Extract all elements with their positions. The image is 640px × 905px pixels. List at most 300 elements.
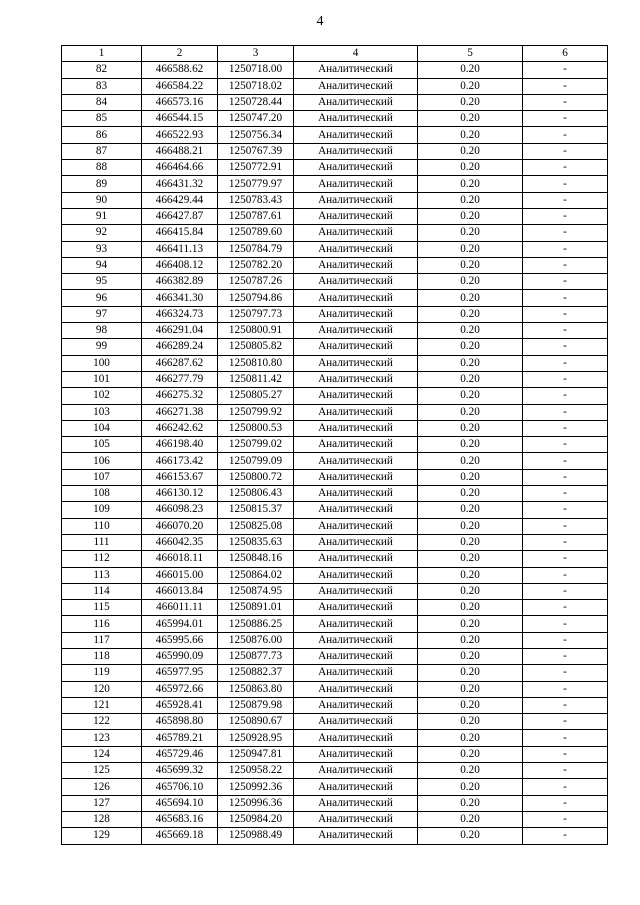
x-coordinate-cell: 466429.44 (142, 192, 218, 208)
point-number-cell: 110 (62, 518, 142, 534)
table-row (62, 94, 608, 110)
accuracy-cell: 0.20 (418, 388, 523, 404)
accuracy-cell: 0.20 (418, 160, 523, 176)
y-coordinate-cell: 1250779.97 (218, 176, 294, 192)
note-cell: - (523, 176, 608, 192)
x-coordinate-cell: 466584.22 (142, 78, 218, 94)
note-cell: - (523, 697, 608, 713)
point-number-cell: 105 (62, 437, 142, 453)
point-number-cell: 87 (62, 143, 142, 159)
method-cell: Аналитический (294, 371, 418, 387)
accuracy-cell: 0.20 (418, 730, 523, 746)
note-cell: - (523, 404, 608, 420)
table-row (62, 795, 608, 811)
note-cell: - (523, 257, 608, 273)
x-coordinate-cell: 466098.23 (142, 502, 218, 518)
point-number-cell: 95 (62, 274, 142, 290)
table-row (62, 241, 608, 257)
accuracy-cell: 0.20 (418, 632, 523, 648)
accuracy-cell: 0.20 (418, 453, 523, 469)
table-row (62, 420, 608, 436)
y-coordinate-cell: 1250799.02 (218, 437, 294, 453)
table-row (62, 567, 608, 583)
y-coordinate-cell: 1250747.20 (218, 111, 294, 127)
table-row (62, 697, 608, 713)
y-coordinate-cell: 1250794.86 (218, 290, 294, 306)
x-coordinate-cell: 466427.87 (142, 208, 218, 224)
accuracy-cell: 0.20 (418, 648, 523, 664)
method-cell: Аналитический (294, 697, 418, 713)
y-coordinate-cell: 1250718.02 (218, 78, 294, 94)
table-row (62, 469, 608, 485)
x-coordinate-cell: 465699.32 (142, 763, 218, 779)
y-coordinate-cell: 1250890.67 (218, 714, 294, 730)
y-coordinate-cell: 1250863.80 (218, 681, 294, 697)
accuracy-cell: 0.20 (418, 437, 523, 453)
x-coordinate-cell: 466291.04 (142, 323, 218, 339)
accuracy-cell: 0.20 (418, 518, 523, 534)
point-number-cell: 93 (62, 241, 142, 257)
table-row (62, 371, 608, 387)
note-cell: - (523, 388, 608, 404)
y-coordinate-cell: 1250864.02 (218, 567, 294, 583)
table-row (62, 160, 608, 176)
x-coordinate-cell: 466018.11 (142, 551, 218, 567)
x-coordinate-cell: 465972.66 (142, 681, 218, 697)
accuracy-cell: 0.20 (418, 176, 523, 192)
note-cell: - (523, 730, 608, 746)
accuracy-cell: 0.20 (418, 486, 523, 502)
point-number-cell: 98 (62, 323, 142, 339)
accuracy-cell: 0.20 (418, 583, 523, 599)
accuracy-cell: 0.20 (418, 746, 523, 762)
note-cell: - (523, 127, 608, 143)
note-cell: - (523, 681, 608, 697)
point-number-cell: 126 (62, 779, 142, 795)
note-cell: - (523, 551, 608, 567)
method-cell: Аналитический (294, 469, 418, 485)
header-row (62, 46, 608, 62)
note-cell: - (523, 160, 608, 176)
note-cell: - (523, 714, 608, 730)
y-coordinate-cell: 1250815.37 (218, 502, 294, 518)
y-coordinate-cell: 1250800.72 (218, 469, 294, 485)
x-coordinate-cell: 466431.32 (142, 176, 218, 192)
table-row (62, 763, 608, 779)
accuracy-cell: 0.20 (418, 94, 523, 110)
note-cell: - (523, 763, 608, 779)
x-coordinate-cell: 465706.10 (142, 779, 218, 795)
method-cell: Аналитический (294, 127, 418, 143)
table-row (62, 714, 608, 730)
x-coordinate-cell: 466573.16 (142, 94, 218, 110)
x-coordinate-cell: 466070.20 (142, 518, 218, 534)
note-cell: - (523, 111, 608, 127)
y-coordinate-cell: 1250787.26 (218, 274, 294, 290)
accuracy-cell: 0.20 (418, 62, 523, 78)
method-cell: Аналитический (294, 143, 418, 159)
note-cell: - (523, 420, 608, 436)
point-number-cell: 97 (62, 306, 142, 322)
point-number-cell: 111 (62, 534, 142, 550)
x-coordinate-cell: 466275.32 (142, 388, 218, 404)
method-cell: Аналитический (294, 176, 418, 192)
note-cell: - (523, 632, 608, 648)
method-cell: Аналитический (294, 323, 418, 339)
x-coordinate-cell: 466277.79 (142, 371, 218, 387)
method-cell: Аналитический (294, 551, 418, 567)
x-coordinate-cell: 466130.12 (142, 486, 218, 502)
point-number-cell: 106 (62, 453, 142, 469)
method-cell: Аналитический (294, 94, 418, 110)
point-number-cell: 124 (62, 746, 142, 762)
table-row (62, 551, 608, 567)
method-cell: Аналитический (294, 290, 418, 306)
point-number-cell: 92 (62, 225, 142, 241)
x-coordinate-cell: 465683.16 (142, 811, 218, 827)
coordinates-table (61, 45, 608, 845)
y-coordinate-cell: 1250799.92 (218, 404, 294, 420)
method-cell: Аналитический (294, 208, 418, 224)
x-coordinate-cell: 466173.42 (142, 453, 218, 469)
x-coordinate-cell: 465990.09 (142, 648, 218, 664)
y-coordinate-cell: 1250767.39 (218, 143, 294, 159)
note-cell: - (523, 78, 608, 94)
method-cell: Аналитический (294, 746, 418, 762)
note-cell: - (523, 225, 608, 241)
y-coordinate-cell: 1250810.80 (218, 355, 294, 371)
y-coordinate-cell: 1250877.73 (218, 648, 294, 664)
table-row (62, 486, 608, 502)
y-coordinate-cell: 1250992.36 (218, 779, 294, 795)
y-coordinate-cell: 1250799.09 (218, 453, 294, 469)
accuracy-cell: 0.20 (418, 274, 523, 290)
x-coordinate-cell: 466464.66 (142, 160, 218, 176)
table-row (62, 665, 608, 681)
method-cell: Аналитический (294, 486, 418, 502)
x-coordinate-cell: 466411.13 (142, 241, 218, 257)
point-number-cell: 120 (62, 681, 142, 697)
accuracy-cell: 0.20 (418, 143, 523, 159)
point-number-cell: 127 (62, 795, 142, 811)
x-coordinate-cell: 465898.80 (142, 714, 218, 730)
y-coordinate-cell: 1250789.60 (218, 225, 294, 241)
accuracy-cell: 0.20 (418, 811, 523, 827)
note-cell: - (523, 94, 608, 110)
y-coordinate-cell: 1250806.43 (218, 486, 294, 502)
table-body (62, 62, 608, 844)
x-coordinate-cell: 466544.15 (142, 111, 218, 127)
table-row (62, 583, 608, 599)
note-cell: - (523, 616, 608, 632)
x-coordinate-cell: 466011.11 (142, 600, 218, 616)
table-row (62, 306, 608, 322)
table-row (62, 257, 608, 273)
accuracy-cell: 0.20 (418, 208, 523, 224)
x-coordinate-cell: 466287.62 (142, 355, 218, 371)
table-row (62, 274, 608, 290)
x-coordinate-cell: 466013.84 (142, 583, 218, 599)
x-coordinate-cell: 466153.67 (142, 469, 218, 485)
accuracy-cell: 0.20 (418, 420, 523, 436)
point-number-cell: 115 (62, 600, 142, 616)
y-coordinate-cell: 1250800.91 (218, 323, 294, 339)
point-number-cell: 104 (62, 420, 142, 436)
point-number-cell: 107 (62, 469, 142, 485)
point-number-cell: 91 (62, 208, 142, 224)
method-cell: Аналитический (294, 811, 418, 827)
page-number: 4 (316, 14, 324, 29)
column-header-1: 1 (62, 46, 142, 62)
table-row (62, 518, 608, 534)
point-number-cell: 83 (62, 78, 142, 94)
note-cell: - (523, 746, 608, 762)
accuracy-cell: 0.20 (418, 714, 523, 730)
table-row (62, 323, 608, 339)
point-number-cell: 82 (62, 62, 142, 78)
table-row (62, 290, 608, 306)
accuracy-cell: 0.20 (418, 828, 523, 844)
accuracy-cell: 0.20 (418, 127, 523, 143)
method-cell: Аналитический (294, 257, 418, 273)
method-cell: Аналитический (294, 567, 418, 583)
table-row (62, 111, 608, 127)
accuracy-cell: 0.20 (418, 355, 523, 371)
note-cell: - (523, 241, 608, 257)
method-cell: Аналитический (294, 339, 418, 355)
y-coordinate-cell: 1250996.36 (218, 795, 294, 811)
table-row (62, 534, 608, 550)
accuracy-cell: 0.20 (418, 371, 523, 387)
point-number-cell: 116 (62, 616, 142, 632)
x-coordinate-cell: 466289.24 (142, 339, 218, 355)
y-coordinate-cell: 1250958.22 (218, 763, 294, 779)
accuracy-cell: 0.20 (418, 665, 523, 681)
y-coordinate-cell: 1250876.00 (218, 632, 294, 648)
point-number-cell: 108 (62, 486, 142, 502)
note-cell: - (523, 600, 608, 616)
x-coordinate-cell: 466588.62 (142, 62, 218, 78)
table-row (62, 453, 608, 469)
note-cell: - (523, 192, 608, 208)
y-coordinate-cell: 1250756.34 (218, 127, 294, 143)
point-number-cell: 102 (62, 388, 142, 404)
note-cell: - (523, 567, 608, 583)
table-row (62, 648, 608, 664)
point-number-cell: 86 (62, 127, 142, 143)
note-cell: - (523, 648, 608, 664)
note-cell: - (523, 518, 608, 534)
y-coordinate-cell: 1250882.37 (218, 665, 294, 681)
table-row (62, 779, 608, 795)
accuracy-cell: 0.20 (418, 551, 523, 567)
point-number-cell: 119 (62, 665, 142, 681)
note-cell: - (523, 779, 608, 795)
method-cell: Аналитический (294, 502, 418, 518)
table-row (62, 208, 608, 224)
accuracy-cell: 0.20 (418, 681, 523, 697)
method-cell: Аналитический (294, 795, 418, 811)
column-header-5: 5 (418, 46, 523, 62)
note-cell: - (523, 469, 608, 485)
y-coordinate-cell: 1250928.95 (218, 730, 294, 746)
method-cell: Аналитический (294, 62, 418, 78)
note-cell: - (523, 828, 608, 844)
accuracy-cell: 0.20 (418, 779, 523, 795)
accuracy-cell: 0.20 (418, 600, 523, 616)
x-coordinate-cell: 466522.93 (142, 127, 218, 143)
x-coordinate-cell: 465928.41 (142, 697, 218, 713)
table-row (62, 62, 608, 78)
column-header-6: 6 (523, 46, 608, 62)
table-row (62, 388, 608, 404)
y-coordinate-cell: 1250728.44 (218, 94, 294, 110)
x-coordinate-cell: 466198.40 (142, 437, 218, 453)
x-coordinate-cell: 466271.38 (142, 404, 218, 420)
table-row (62, 127, 608, 143)
table-row (62, 355, 608, 371)
table-row (62, 616, 608, 632)
method-cell: Аналитический (294, 534, 418, 550)
y-coordinate-cell: 1250718.00 (218, 62, 294, 78)
point-number-cell: 94 (62, 257, 142, 273)
y-coordinate-cell: 1250891.01 (218, 600, 294, 616)
method-cell: Аналитический (294, 306, 418, 322)
y-coordinate-cell: 1250835.63 (218, 534, 294, 550)
note-cell: - (523, 274, 608, 290)
method-cell: Аналитический (294, 681, 418, 697)
note-cell: - (523, 665, 608, 681)
note-cell: - (523, 290, 608, 306)
column-header-3: 3 (218, 46, 294, 62)
y-coordinate-cell: 1250800.53 (218, 420, 294, 436)
method-cell: Аналитический (294, 714, 418, 730)
method-cell: Аналитический (294, 665, 418, 681)
x-coordinate-cell: 465694.10 (142, 795, 218, 811)
point-number-cell: 89 (62, 176, 142, 192)
y-coordinate-cell: 1250787.61 (218, 208, 294, 224)
x-coordinate-cell: 465994.01 (142, 616, 218, 632)
table-row (62, 811, 608, 827)
accuracy-cell: 0.20 (418, 502, 523, 518)
x-coordinate-cell: 466341.30 (142, 290, 218, 306)
y-coordinate-cell: 1250825.08 (218, 518, 294, 534)
x-coordinate-cell: 466042.35 (142, 534, 218, 550)
y-coordinate-cell: 1250886.25 (218, 616, 294, 632)
y-coordinate-cell: 1250984.20 (218, 811, 294, 827)
point-number-cell: 109 (62, 502, 142, 518)
method-cell: Аналитический (294, 583, 418, 599)
accuracy-cell: 0.20 (418, 78, 523, 94)
note-cell: - (523, 355, 608, 371)
table-row (62, 143, 608, 159)
accuracy-cell: 0.20 (418, 225, 523, 241)
table-row (62, 681, 608, 697)
accuracy-cell: 0.20 (418, 567, 523, 583)
y-coordinate-cell: 1250805.82 (218, 339, 294, 355)
x-coordinate-cell: 466415.84 (142, 225, 218, 241)
point-number-cell: 117 (62, 632, 142, 648)
note-cell: - (523, 323, 608, 339)
y-coordinate-cell: 1250805.27 (218, 388, 294, 404)
y-coordinate-cell: 1250874.95 (218, 583, 294, 599)
method-cell: Аналитический (294, 779, 418, 795)
method-cell: Аналитический (294, 192, 418, 208)
x-coordinate-cell: 466242.62 (142, 420, 218, 436)
accuracy-cell: 0.20 (418, 795, 523, 811)
accuracy-cell: 0.20 (418, 339, 523, 355)
point-number-cell: 129 (62, 828, 142, 844)
point-number-cell: 85 (62, 111, 142, 127)
table-row (62, 225, 608, 241)
y-coordinate-cell: 1250772.91 (218, 160, 294, 176)
point-number-cell: 112 (62, 551, 142, 567)
point-number-cell: 84 (62, 94, 142, 110)
accuracy-cell: 0.20 (418, 257, 523, 273)
note-cell: - (523, 453, 608, 469)
method-cell: Аналитический (294, 600, 418, 616)
table-row (62, 632, 608, 648)
method-cell: Аналитический (294, 241, 418, 257)
table-row (62, 828, 608, 844)
note-cell: - (523, 534, 608, 550)
y-coordinate-cell: 1250947.81 (218, 746, 294, 762)
method-cell: Аналитический (294, 437, 418, 453)
accuracy-cell: 0.20 (418, 697, 523, 713)
x-coordinate-cell: 466324.73 (142, 306, 218, 322)
x-coordinate-cell: 465729.46 (142, 746, 218, 762)
note-cell: - (523, 143, 608, 159)
point-number-cell: 96 (62, 290, 142, 306)
accuracy-cell: 0.20 (418, 323, 523, 339)
method-cell: Аналитический (294, 388, 418, 404)
point-number-cell: 113 (62, 567, 142, 583)
accuracy-cell: 0.20 (418, 192, 523, 208)
method-cell: Аналитический (294, 160, 418, 176)
x-coordinate-cell: 466488.21 (142, 143, 218, 159)
note-cell: - (523, 811, 608, 827)
note-cell: - (523, 437, 608, 453)
point-number-cell: 128 (62, 811, 142, 827)
table-row (62, 600, 608, 616)
method-cell: Аналитический (294, 632, 418, 648)
method-cell: Аналитический (294, 453, 418, 469)
point-number-cell: 101 (62, 371, 142, 387)
table-row (62, 176, 608, 192)
note-cell: - (523, 306, 608, 322)
accuracy-cell: 0.20 (418, 290, 523, 306)
note-cell: - (523, 502, 608, 518)
method-cell: Аналитический (294, 518, 418, 534)
x-coordinate-cell: 465669.18 (142, 828, 218, 844)
note-cell: - (523, 795, 608, 811)
x-coordinate-cell: 465789.21 (142, 730, 218, 746)
table-row (62, 339, 608, 355)
accuracy-cell: 0.20 (418, 763, 523, 779)
table-row (62, 404, 608, 420)
y-coordinate-cell: 1250811.42 (218, 371, 294, 387)
note-cell: - (523, 583, 608, 599)
table-row (62, 730, 608, 746)
point-number-cell: 118 (62, 648, 142, 664)
note-cell: - (523, 208, 608, 224)
accuracy-cell: 0.20 (418, 306, 523, 322)
point-number-cell: 100 (62, 355, 142, 371)
point-number-cell: 114 (62, 583, 142, 599)
table-row (62, 78, 608, 94)
point-number-cell: 103 (62, 404, 142, 420)
accuracy-cell: 0.20 (418, 469, 523, 485)
